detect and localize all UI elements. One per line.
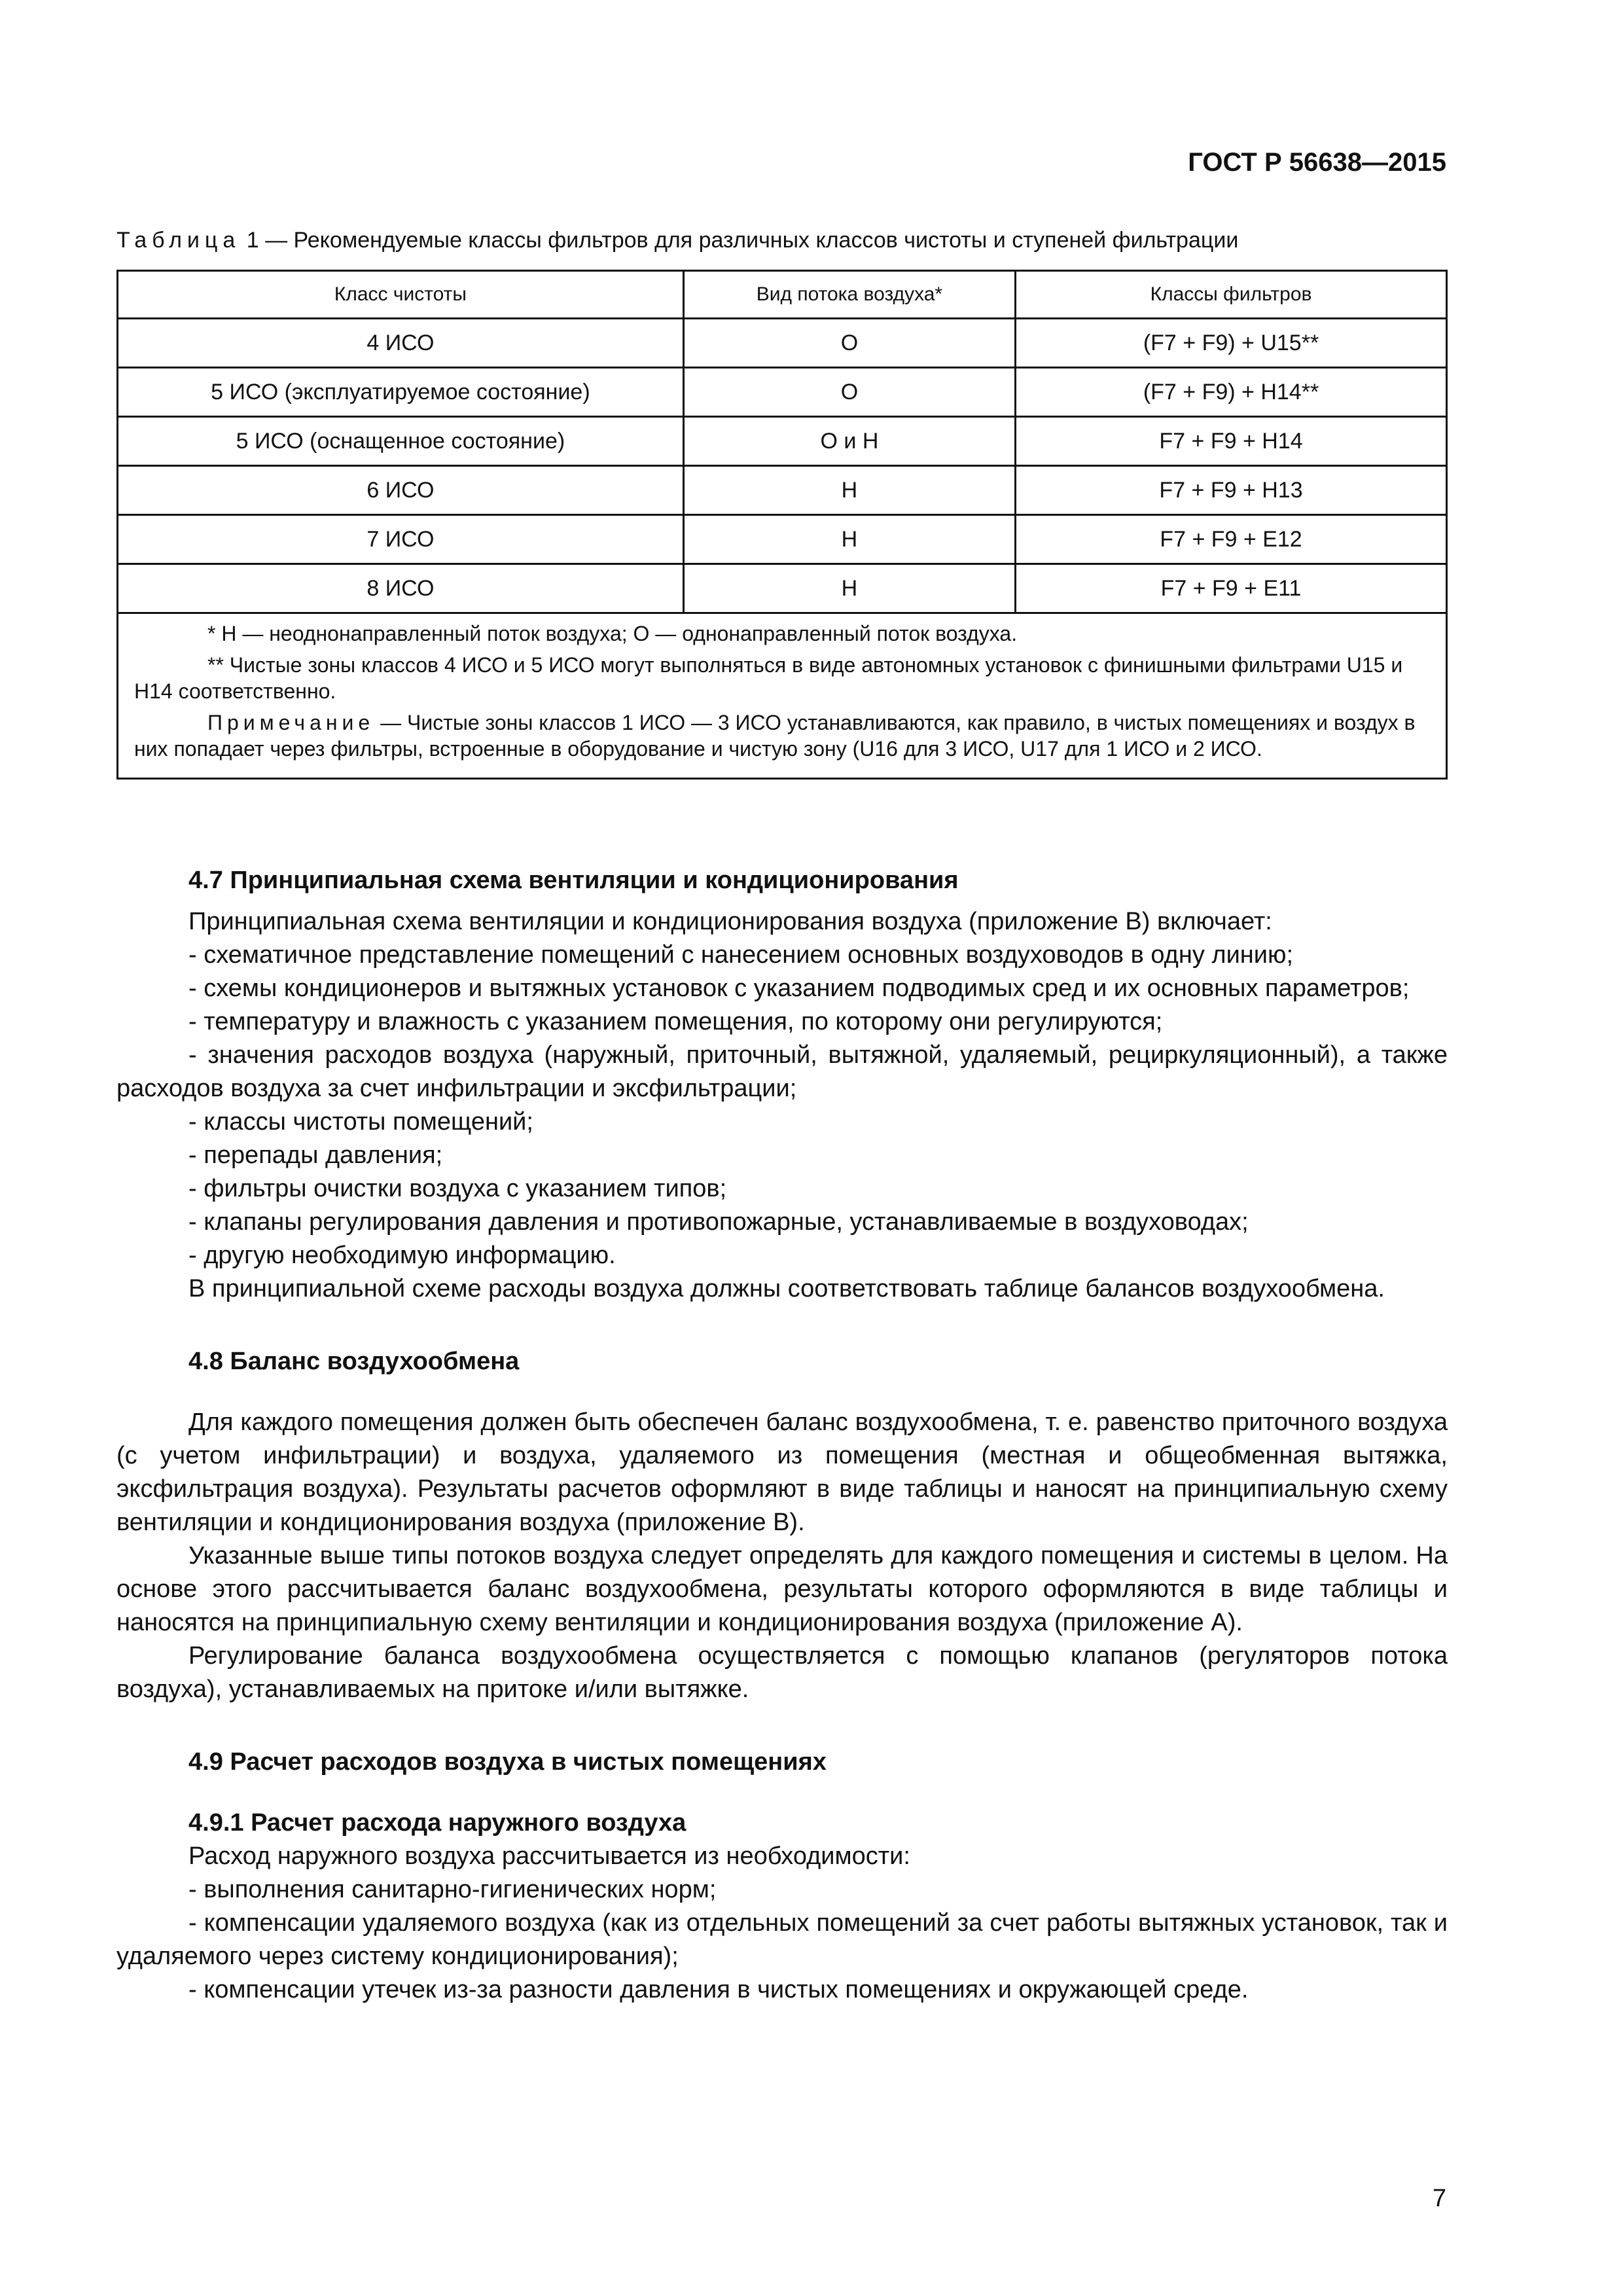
paragraph: В принципиальной схеме расходы воздуха должны соответствовать таблице балансов воздухообмена. [188,1275,1385,1302]
paragraph: Расход наружного воздуха рассчитывается из необходимости: [188,1842,910,1870]
table-row [118,319,1447,368]
list-item: - значения расходов воздуха (наружный, приточный, вытяжной, удаляемый, рециркуляционный), а также расходов воздуха за счет инфильтрации и эксфильтрации; [116,1041,1448,1102]
page-number: 7 [1432,2185,1446,2212]
table-cell: 6 ИСО [118,466,684,515]
paragraph: Принципиальная схема вентиляции и кондиционирования воздуха (приложение В) включает: [188,908,1272,935]
footnote-2: ** Чистые зоны классов 4 ИСО и 5 ИСО могут выполняться в виде автономных установок с финишными фильтрами U15 и H14 соответственно. [134,653,1403,703]
section-heading-4-9: 4.9 Расчет расходов воздуха в чистых помещениях [188,1748,827,1776]
table-caption [116,228,1238,253]
list-item: - температуру и влажность с указанием помещения, по которому они регулируются; [188,1008,1163,1035]
table-cell: О и Н [683,417,1015,466]
table-cell: 8 ИСО [118,564,684,613]
table-caption-text: 1 — Рекомендуемые классы фильтров для различных классов чистоты и ступеней фильтрации [240,228,1239,253]
table-caption-label: Таблица [116,228,241,253]
table-cell: 7 ИСО [118,515,684,564]
footnote-1: * Н — неоднонаправленный поток воздуха; О — однонаправленный поток воздуха. [207,622,1018,645]
list-item: - схематичное представление помещений с нанесением основных воздуховодов в одну линию; [188,941,1294,969]
table-row [118,466,1447,515]
table-note [134,709,1430,762]
table-cell: F7 + F9 + H14 [1016,417,1447,466]
table-row [118,515,1447,564]
table-cell: F7 + F9 + E12 [1016,515,1447,564]
table-cell: Н [683,515,1015,564]
filter-classes-table [116,270,1448,780]
list-item: - классы чистоты помещений; [188,1108,533,1136]
table-cell: 4 ИСО [118,319,684,368]
list-item: - клапаны регулирования давления и противопожарные, устанавливаемые в воздуховодах; [188,1208,1249,1236]
body-text [116,864,1448,2007]
table-cell: О [683,319,1015,368]
table-cell: Н [683,564,1015,613]
table-cell: (F7 + F9) + U15** [1016,319,1447,368]
table-notes [118,613,1447,779]
table-cell: F7 + F9 + E11 [1016,564,1447,613]
table-cell: (F7 + F9) + H14** [1016,368,1447,417]
column-header: Классы фильтров [1016,271,1447,319]
table-cell: 5 ИСО (эксплуатируемое состояние) [118,368,684,417]
column-header: Класс чистоты [118,271,684,319]
note-text: — Чистые зоны классов 1 ИСО — 3 ИСО устанавливаются, как правило, в чистых помещениях и воздух в них попадает через фильтры, встроенные в оборудование и чистую зону (U16 для 3 ИСО, U17 для 1 ИСО и 2 ИСО. [134,711,1416,761]
paragraph: Указанные выше типы потоков воздуха следует определять для каждого помещения и системы в целом. На основе этого рассчитывается баланс воздухообмена, результаты которого оформляются в виде таблицы и наносятся на принципиальную схему вентиляции и кондиционирования воздуха (приложение А). [116,1542,1448,1636]
list-item: - компенсации удаляемого воздуха (как из отдельных помещений за счет работы вытяжных установок, так и удаляемого через систему кондиционирования); [116,1909,1448,1970]
table-cell: Н [683,466,1015,515]
table-row [118,368,1447,417]
list-item: - фильтры очистки воздуха с указанием типов; [188,1175,727,1202]
table-row [118,417,1447,466]
list-item: - другую необходимую информацию. [188,1242,616,1269]
list-item: - схемы кондиционеров и вытяжных установок с указанием подводимых сред и их основных параметров; [188,975,1410,1002]
table-header-row [118,271,1447,319]
section-heading-4-7: 4.7 Принципиальная схема вентиляции и кондиционирования [188,867,959,894]
section-heading-4-8: 4.8 Баланс воздухообмена [188,1348,520,1375]
table-notes-row [118,613,1447,779]
paragraph: Для каждого помещения должен быть обеспечен баланс воздухообмена, т. е. равенство приточного воздуха (с учетом инфильтрации) и воздуха, удаляемого из помещения (местная и общеобменная вытяжка, эксфильтрация воздуха). Результаты расчетов оформляют в виде таблицы и наносят на принципиальную схему вентиляции и кондиционирования воздуха (приложение В). [116,1408,1448,1536]
note-label: Примечание [207,711,375,734]
table-cell: F7 + F9 + H13 [1016,466,1447,515]
table-cell: О [683,368,1015,417]
table-cell: 5 ИСО (оснащенное состояние) [118,417,684,466]
table-row [118,564,1447,613]
list-item: - выполнения санитарно-гигиенических норм; [188,1876,717,1903]
column-header: Вид потока воздуха* [683,271,1015,319]
list-item: - перепады давления; [188,1141,443,1169]
list-item: - компенсации утечек из-за разности давления в чистых помещениях и окружающей среде. [188,1976,1249,2003]
subsection-heading-4-9-1: 4.9.1 Расчет расхода наружного воздуха [188,1809,687,1837]
document-code: ГОСТ Р 56638—2015 [1188,148,1446,177]
paragraph: Регулирование баланса воздухообмена осуществляется с помощью клапанов (регуляторов потока воздуха), устанавливаемых на притоке и/или вытяжке. [116,1642,1448,1703]
